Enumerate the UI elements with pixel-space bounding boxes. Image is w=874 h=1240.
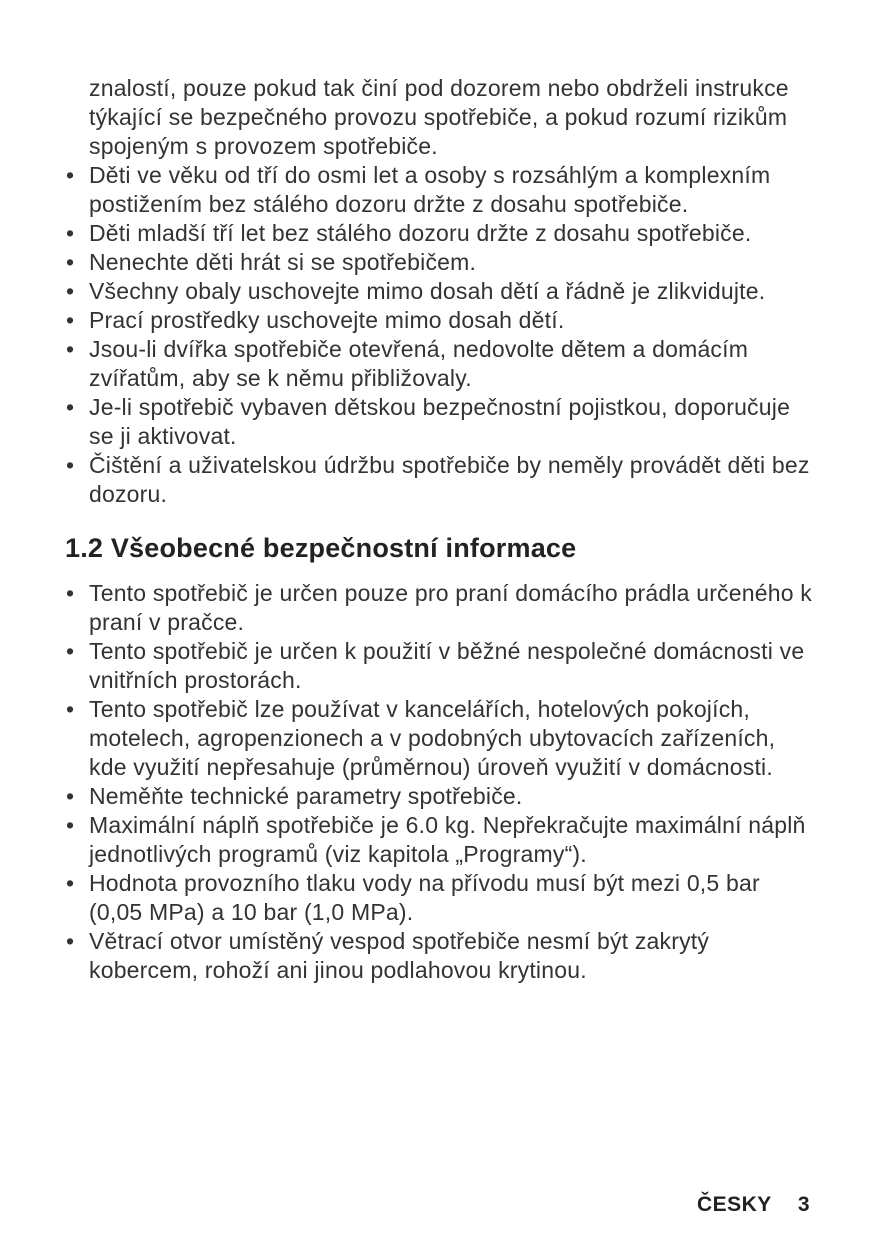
list-item: • Čištění a uživatelskou údržbu spotřebiče by neměly provádět děti bez dozoru. [65,451,813,509]
safety-bullet-list [65,161,813,509]
list-item: • Všechny obaly uschovejte mimo dosah dětí a řádně je zlikvidujte. [65,277,813,306]
list-item: • Tento spotřebič lze používat v kancelářích, hotelových pokojích, motelech, agropenzionech a v podobných ubytovacích zařízeních, kde využití nepřesahuje (průměrnou) úroveň využití v domácnosti. [65,695,813,782]
list-item: • Je-li spotřebič vybaven dětskou bezpečnostní pojistkou, doporučuje se ji aktivovat. [65,393,813,451]
list-item: • Jsou-li dvířka spotřebiče otevřená, nedovolte dětem a domácím zvířatům, aby se k němu přibližovaly. [65,335,813,393]
list-item: • Hodnota provozního tlaku vody na přívodu musí být mezi 0,5 bar (0,05 MPa) a 10 bar (1,0 MPa). [65,869,813,927]
list-item: • Prací prostředky uschovejte mimo dosah dětí. [65,306,813,335]
page-content [65,74,813,985]
continuation-paragraph: znalostí, pouze pokud tak činí pod dozorem nebo obdrželi instrukce týkající se bezpečného provozu spotřebiče, a pokud rozumí rizikům spojeným s provozem spotřebiče. [89,75,789,159]
list-item: • Děti mladší tří let bez stálého dozoru držte z dosahu spotřebiče. [65,219,813,248]
list-item: • Tento spotřebič je určen pouze pro praní domácího prádla určeného k praní v pračce. [65,579,813,637]
list-item: • Maximální náplň spotřebiče je 6.0 kg. Nepřekračujte maximální náplň jednotlivých programů (viz kapitola „Programy“). [65,811,813,869]
page-footer [697,1193,810,1217]
section-heading: 1.2 Všeobecné bezpečnostní informace [65,533,577,563]
footer-page-number: 3 [797,1193,810,1216]
list-item: • Neměňte technické parametry spotřebiče. [65,782,813,811]
list-item: • Děti ve věku od tří do osmi let a osoby s rozsáhlým a komplexním postižením bez stálého dozoru držte z dosahu spotřebiče. [65,161,813,219]
list-item: • Tento spotřebič je určen k použití v běžné nespolečné domácnosti ve vnitřních prostorách. [65,637,813,695]
general-bullet-list [65,579,813,985]
list-item: • Nenechte děti hrát si se spotřebičem. [65,248,813,277]
footer-language-label: ČESKY [696,1193,772,1216]
list-item: • Větrací otvor umístěný vespod spotřebiče nesmí být zakrytý kobercem, rohoží ani jinou podlahovou krytinou. [65,927,813,985]
